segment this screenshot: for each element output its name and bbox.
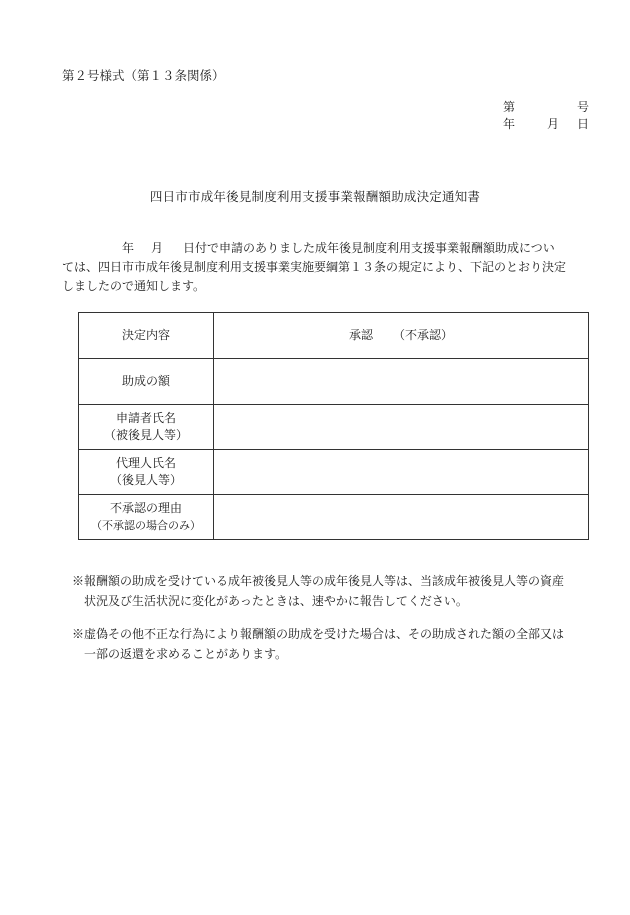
body-line-3: しましたので通知します。: [62, 279, 206, 293]
note-report-changes: [72, 571, 597, 611]
body-line-1-rest: 日付で申請のありました成年後見制度利用支援事業報酬額助成につい: [183, 241, 555, 255]
note-1-line-2: 状況及び生活状況に変化があったときは、速やかに報告してください。: [84, 594, 468, 608]
document-number: [503, 99, 589, 116]
date-month: 月: [546, 117, 559, 131]
applicant-label-line1: 申請者氏名: [115, 411, 176, 425]
reason-label: [79, 495, 214, 540]
doc-number-prefix: 第: [503, 100, 516, 114]
amount-label: 助成の額: [79, 359, 214, 405]
form-number: 第２号様式（第１３条関係）: [62, 68, 225, 83]
note-2-line-1: ※虚偽その他不正な行為により報酬額の助成を受けた場合は、その助成された額の全部又は: [72, 627, 565, 641]
date-year: 年: [503, 117, 516, 131]
reason-label-line2: （不承認の場合のみ）: [91, 519, 201, 532]
agent-label: [79, 450, 214, 495]
table-row-applicant: [79, 405, 589, 450]
approve-label: 承認: [348, 328, 373, 343]
reason-label-line1: 不承認の理由: [109, 501, 182, 515]
table-row-decision: [79, 313, 589, 359]
body-line-2: ては、四日市市成年後見制度利用支援事業実施要綱第１３条の規定により、下記のとおり決定: [62, 260, 567, 274]
date-day: 日: [576, 117, 589, 131]
issue-date: [503, 116, 589, 133]
document-number-and-date: [503, 99, 589, 133]
body-paragraph: [62, 239, 592, 296]
applicant-value: [214, 405, 589, 450]
applicant-label-line2: （被後見人等）: [103, 428, 188, 442]
body-line-1: [62, 239, 592, 258]
table-row-agent: [79, 450, 589, 495]
note-1-line-1: ※報酬額の助成を受けている成年被後見人等の成年後見人等は、当該成年被後見人等の資産: [72, 574, 565, 588]
agent-label-line1: 代理人氏名: [115, 456, 176, 470]
amount-value: [214, 359, 589, 405]
decision-label: 決定内容: [79, 313, 214, 359]
doc-number-suffix: 号: [576, 100, 589, 114]
table-row-amount: [79, 359, 589, 405]
body-month: 月: [151, 241, 164, 255]
decision-value: [214, 313, 589, 359]
applicant-label: [79, 405, 214, 450]
body-year: 年: [122, 241, 135, 255]
reject-label: （不承認）: [393, 328, 454, 343]
decision-table: [78, 312, 589, 540]
reason-value: [214, 495, 589, 540]
agent-label-line2: （後見人等）: [109, 473, 182, 487]
note-2-line-2: 一部の返還を求めることがあります。: [84, 647, 288, 661]
document-title: 四日市市成年後見制度利用支援事業報酬額助成決定通知書: [149, 189, 481, 204]
note-refund: [72, 624, 597, 664]
agent-value: [214, 450, 589, 495]
table-row-reason: [79, 495, 589, 540]
